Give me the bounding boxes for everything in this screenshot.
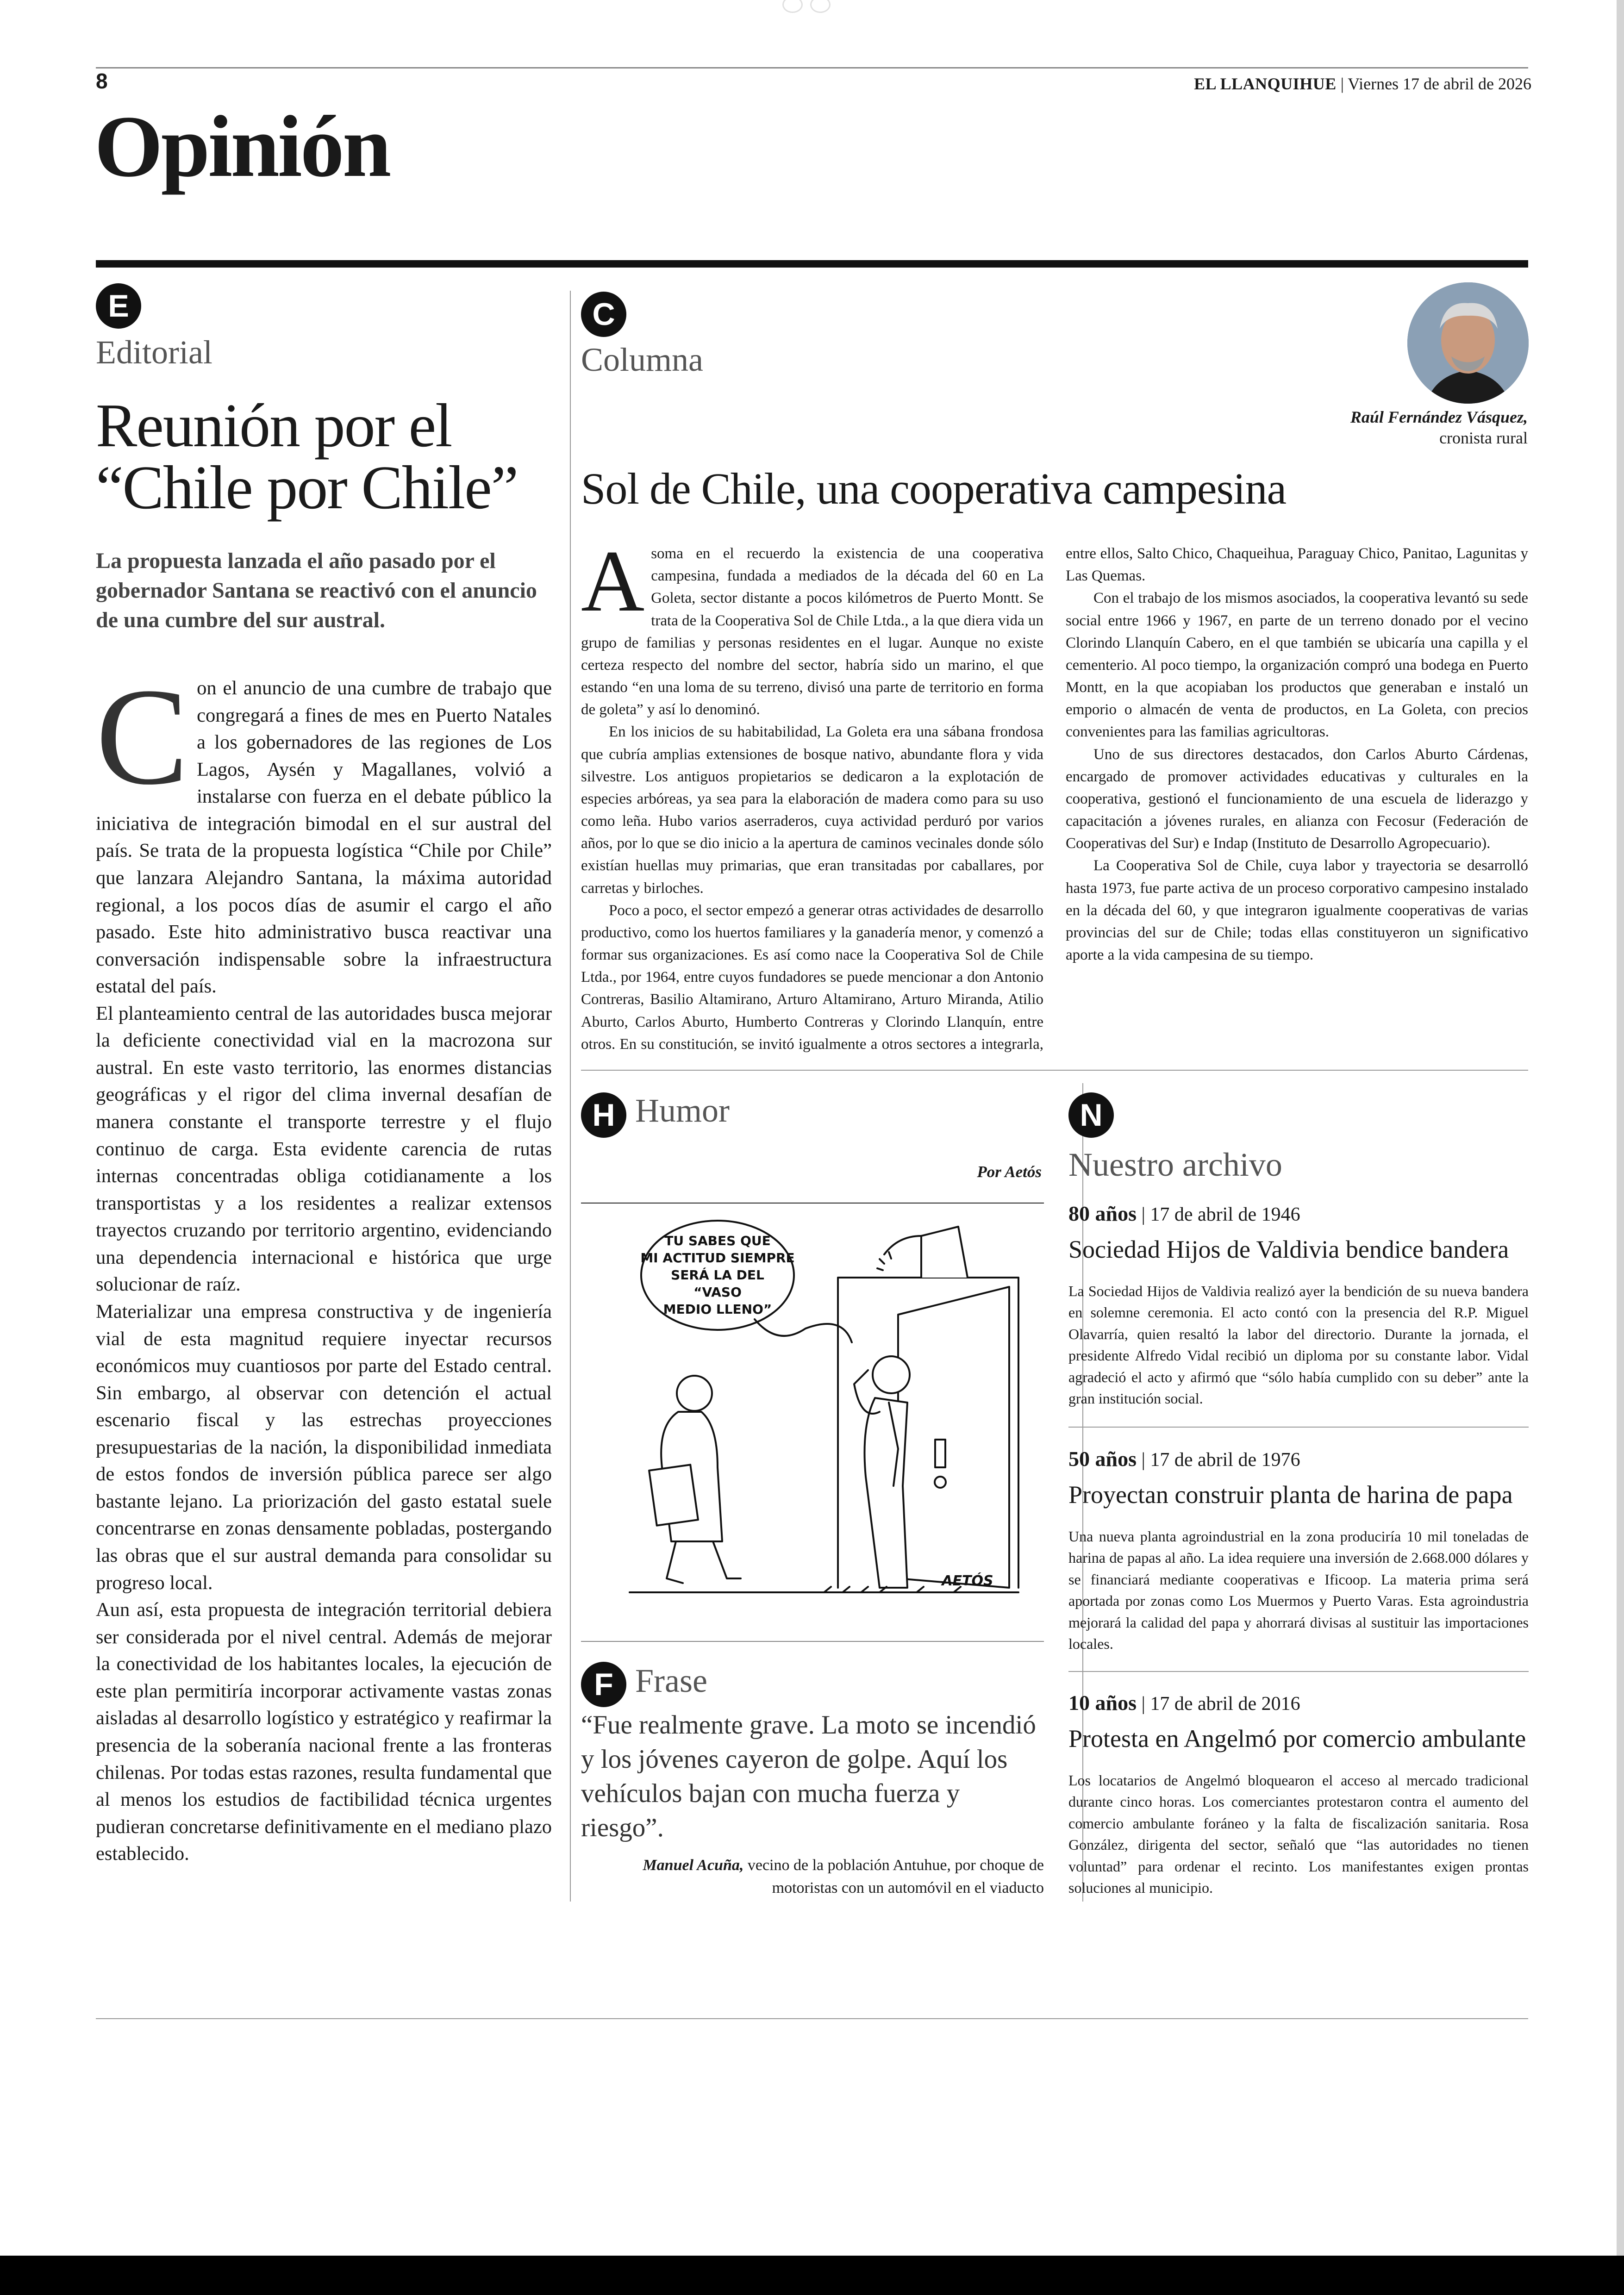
column-label: Columna: [581, 341, 703, 378]
editorial-headline: Reunión por el “Chile por Chile”: [96, 391, 518, 522]
frase-attribution-name: Manuel Acuña,: [643, 1857, 744, 1874]
archive-text: La Sociedad Hijos de Valdivia realizó ayer la bendición de su nueva bandera en solemne ceremonia. El acto contó con la presencia del R.P. Miguel Olavarría, quien resaltó la labor del directorio. Durante la jornada, el presidente Alfredo Vidal recibió un diploma por su constante labor. Vidal agradeció el acto y afirmó que “sólo había cumplido con su deber” ante la gran institución social.: [1068, 1283, 1529, 1407]
cartoon-bubble-line: MI ACTITUD SIEMPRE: [640, 1250, 795, 1266]
column-paragraph: soma en el recuerdo la existencia de una cooperativa campesina, fundada a mediados de la década del 60 en La Goleta, sector distante a pocos kilómetros de Puerto Montt. Se trata de la Cooperativa Sol de Chile Ltda., a la que diera vida un grupo de familias y personas residentes en el lugar. Aunque no existe certeza respecto del nombre del sector, habría sido un marino, el que estando “en una loma de su terreno, divisó una parte de territorio en forma de goleta” y así lo denominó.: [581, 545, 1043, 718]
frase-quote: “Fue realmente grave. La moto se incendió y los jóvenes cayeron de golpe. Aquí los vehículos bajan con mucha fuerza y riesgo”.: [581, 1710, 1036, 1843]
archive-text: Los locatarios de Angelmó bloquearon el acceso al mercado tradicional durante cinco horas. Los comerciantes protestaron contra el aumento del comercio ambulante foráneo y la falta de fiscalización sanitaria. Rosa González, dirigenta del sector, señaló que “las autoridades no tienen voluntad” para ordenar el recinto. Los manifestantes exigen prontas soluciones al municipio.: [1068, 1772, 1529, 1896]
page-edge: [1617, 0, 1624, 2295]
archive-divider: [1068, 1671, 1529, 1672]
author-photo: [1407, 282, 1529, 404]
column-badge: C: [581, 292, 626, 337]
frase-badge: F: [581, 1662, 626, 1707]
archive-item: [1068, 1201, 1529, 1409]
carousel-dot[interactable]: [782, 0, 803, 13]
archive-years: 50 años: [1068, 1447, 1137, 1471]
masthead: EL LLANQUIHUE | Viernes 17 de abril de 2026: [1194, 75, 1531, 93]
author-role: cronista rural: [1439, 429, 1528, 447]
column-paragraph: Uno de sus directores destacados, don Carlos Aburto Cárdenas, encargado de promover actividades educativas y culturales en la cooperativa, gestionó el funcionamiento de una escuela de liderazgo y capacitación a jóvenes rurales, en alianza con Fecosur (Federación de Cooperativas del Sur) e Indap (Instituto de Desarrollo Agropecuario).: [1066, 746, 1528, 852]
cartoon-bubble-line: SERÁ LA DEL: [671, 1267, 764, 1283]
humor-byline: Por Aetós: [977, 1163, 1042, 1181]
editorial-badge: E: [96, 283, 141, 329]
section-title: Opinión: [94, 98, 390, 195]
humor-cartoon: [602, 1208, 1042, 1606]
editorial-lead: La propuesta lanzada el año pasado por el gobernador Santana se reactivó con el anuncio de una cumbre del sur austral.: [96, 549, 537, 632]
archive-date: | 17 de abril de 2016: [1141, 1693, 1300, 1715]
humor-rule: [581, 1203, 1044, 1204]
section-rule: [96, 260, 1528, 268]
cartoon-drawing-icon: [602, 1208, 1042, 1606]
editorial-paragraph: Aun así, esta propuesta de integración territorial debiera ser considerada por el nivel central. Además de mejorar la conectividad de los habitantes locales, la ejecución de este plan permitiría incorporar activamente vastas zonas aisladas al desarrollo logístico y estratégico y reafirmar la presencia de la soberanía nacional frente a las fronteras chilenas. Por todas estas razones, resulta fundamental que al menos los estudios de factibilidad técnica urgentes pudieran concretarse definitivamente en el mediano plazo establecido.: [96, 1599, 552, 1865]
top-rule: [96, 67, 1528, 69]
archive-badge: N: [1068, 1092, 1114, 1138]
carousel-dot[interactable]: [810, 0, 831, 13]
author-portrait-icon: [1407, 282, 1529, 404]
archive-title: Protesta en Angelmó por comercio ambulante: [1068, 1725, 1526, 1752]
editorial-paragraph: on el anuncio de una cumbre de trabajo que congregará a fines de mes en Puerto Natales a los gobernadores de las regiones de Los Lagos, Aysén y Magallanes, volvió a instalarse con fuerza en el debate público la iniciativa de integración bimodal en el sur austral del país. Se trata de la propuesta logística “Chile por Chile” que lanzara Alejandro Santana, la máxima autoridad regional, a los pocos días de asumir el cargo el año pasado. Este hito administrativo busca reactivar una conversación indispensable sobre la infraestructura estatal del país.: [96, 677, 552, 998]
archive-title: Proyectan construir planta de harina de papa: [1068, 1481, 1513, 1509]
archive-label: Nuestro archivo: [1068, 1146, 1282, 1183]
cartoon-bubble-line: MEDIO LLENO”: [663, 1302, 772, 1317]
column-paragraph: Poco a poco, el sector empezó a generar otras actividades de desarrollo productivo, como los huertos familiares y la ganadería menor, y comenzó a formar sus organizaciones. Es así como nace la Cooperativa Sol de Chile Ltda., por 1964, entre cuyos fundadores se puede mencionar a don Antonio Contreras, Basilio Altamirano, Arturo Altamirano, Arturo Miranda, Atilio Aburto, Carlos Aburto, Humberto Contreras y Clorindo Llanquín, entre otros. En su constitución, se invitó igualmente a otros sectores a integrarla, entre ellos, Salto Chico, Chaqueihua, Paraguay Chico, Panitao, Lagunitas y Las Quemas.: [581, 545, 1528, 1053]
column-divider: [570, 291, 571, 1902]
archive-years: 10 años: [1068, 1691, 1137, 1715]
archive-divider: [1068, 1427, 1529, 1428]
archive-title: Sociedad Hijos de Valdivia bendice bandera: [1068, 1235, 1509, 1263]
page-number: 8: [96, 69, 108, 93]
editorial-label: Editorial: [96, 334, 212, 371]
humor-label: Humor: [635, 1092, 730, 1129]
column-paragraph: En los inicios de su habitabilidad, La Goleta era una sábana frondosa que cubría amplias extensiones de bosque nativo, abundante flora y vida silvestre. Los antiguos propietarios se dedicaron a la explotación de especies arbóreas, ya sea para la elaboración de madera como para su uso como leña. Hubo varios aserraderos, cuya actividad perduró por varios años, por lo que se dio inicio a la apertura de caminos vecinales donde sólo existían huellas muy primarias, que eran transitadas por caballares, por carretas y birloches.: [581, 723, 1043, 897]
archive-item: [1068, 1690, 1529, 1898]
cartoon-signature: AETÓS: [942, 1573, 993, 1589]
footer-rule: [96, 2018, 1528, 2019]
frase-rule: [581, 1641, 1044, 1642]
publication-name: EL LLANQUIHUE: [1194, 75, 1337, 93]
cartoon-bubble-line: “VASO: [693, 1285, 742, 1300]
editorial-dropcap: C: [96, 660, 189, 813]
archive-date: | 17 de abril de 1946: [1141, 1204, 1300, 1225]
column-dropcap: A: [581, 533, 645, 630]
column-body: [581, 533, 1528, 1056]
archive-text: Una nueva planta agroindustrial en la zona produciría 10 mil toneladas de harina de papas al año. La idea requiere una inversión de 2.668.000 dólares y se financiará mediante cooperativas e Ificoop. La materia prima será aportada por zonas como Los Muermos y Puerto Varas. Esta agroindustria mejorará la calidad del papa y ahorrará divisas al sustituir las importaciones locales.: [1068, 1528, 1529, 1652]
editorial-paragraph: El planteamiento central de las autoridades busca mejorar la deficiente conectividad vial en la macrozona sur austral. En este vasto territorio, las enormes distancias geográficas y el rigor del clima invernal desafían de manera constante el transporte terrestre y el flujo continuo de carga. Esta evidente carencia de rutas internas concentradas obliga cotidianamente a los transportistas y a los residentes a realizar extensos trayectos cruzando por territorio argentino, evidenciando una dependencia internacional e histórica que urge solucionar de raíz.: [96, 1002, 552, 1296]
archive-years: 80 años: [1068, 1202, 1137, 1225]
frase-attribution: [602, 1854, 1044, 1899]
archive-date: | 17 de abril de 1976: [1141, 1449, 1300, 1471]
column-paragraph: La Cooperativa Sol de Chile, cuya labor y trayectoria se desarrolló hasta 1973, fue parte activa de un proceso corporativo campesino instalado en la década del 60, y que integraron igualmente cooperativas de varias provincias del sur de Chile; todas ellas constituyeron un significativo aporte a la vida campesina de su tiempo.: [1066, 857, 1528, 964]
column-paragraph: Con el trabajo de los mismos asociados, la cooperativa levantó su sede social entre 1966 y 1967, en parte de un terreno donado por el vecino Clorindo Llanquín Cabero, en el que también se ubicaría una capilla y el cementerio. Al poco tiempo, la organización compró una bodega en Puerto Montt, en la que acopiaban los productos que generaban e instaló un emporio o almacén de venta de productos, en La Goleta, con precios convenientes para las familias agricultoras.: [1066, 590, 1528, 741]
frase-label: Frase: [635, 1662, 707, 1699]
column-headline: Sol de Chile, una cooperativa campesina: [581, 464, 1287, 513]
author-name: Raúl Fernández Vásquez,: [1350, 408, 1528, 426]
publication-date: Viernes 17 de abril de 2026: [1348, 75, 1531, 93]
frase-attribution-text: vecino de la población Antuhue, por choque de motoristas con un automóvil en el viaducto: [747, 1857, 1044, 1896]
archive-item: [1068, 1447, 1529, 1654]
cartoon-bubble-line: TU SABES QUE: [664, 1233, 771, 1248]
carousel-indicator: [782, 0, 847, 11]
section-divider: [581, 1070, 1528, 1071]
editorial-paragraph: Materializar una empresa constructiva y de ingeniería vial de esta magnitud requiere inyectar recursos económicos muy cuantiosos por parte del Estado central. Sin embargo, al observar con detención el actual escenario fiscal y las estrechas proyecciones presupuestarias de la nación, la disponibilidad inmediata de estos fondos de inversión pública parece ser algo bastante lejano. La priorización del gasto estatal suele concentrarse en zonas densamente pobladas, postergando las obras que el sur austral demanda para consolidar su progreso local.: [96, 1300, 552, 1594]
viewer-bottom-bar: [0, 2256, 1624, 2295]
humor-badge: H: [581, 1092, 626, 1138]
editorial-body: [96, 660, 552, 1868]
